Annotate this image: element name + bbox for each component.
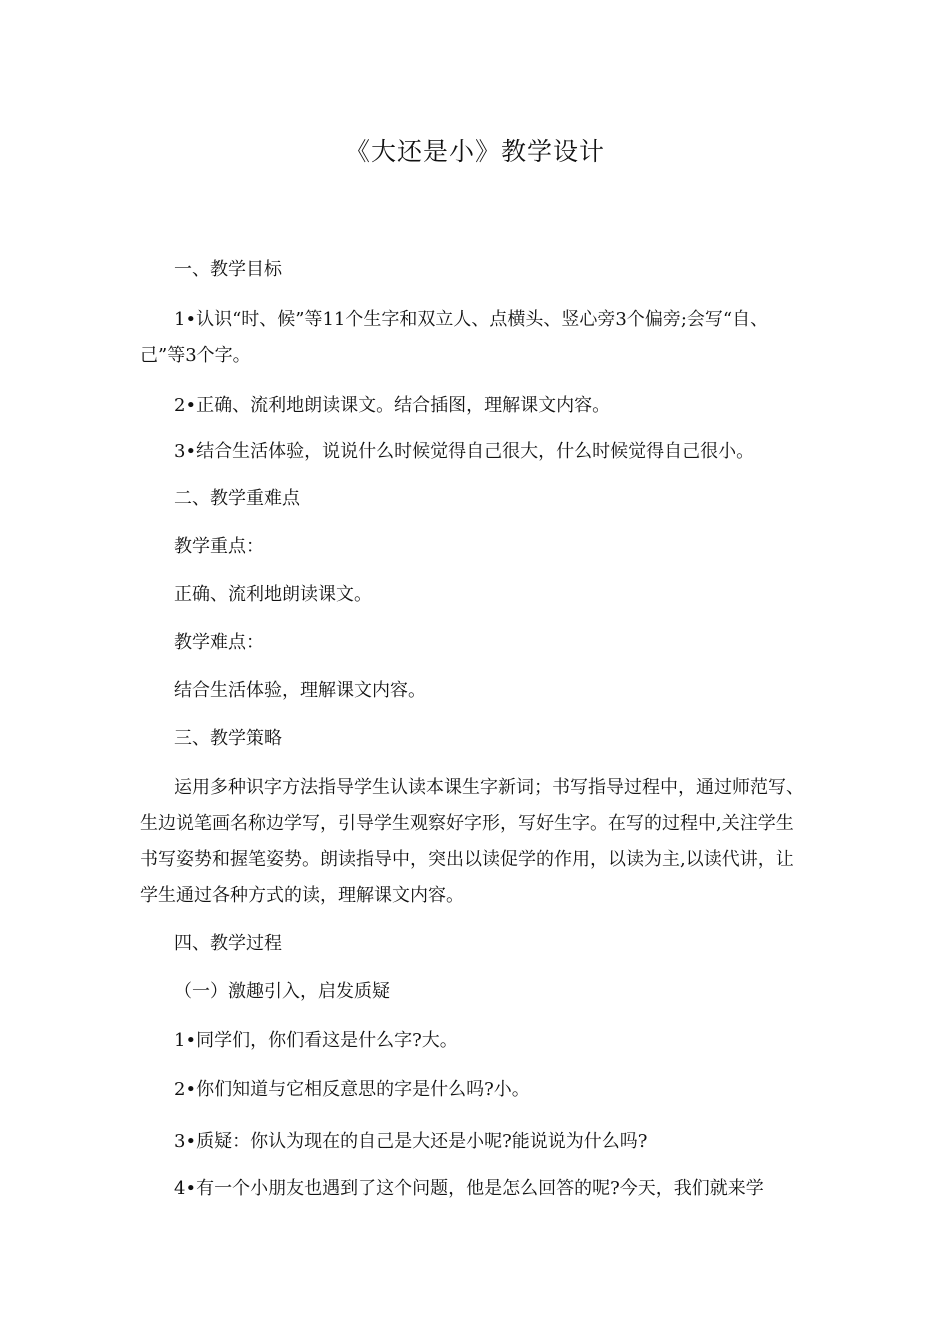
heading-teaching-process: 四、教学过程 (174, 933, 282, 954)
process-item-1: 1•同学们，你们看这是什么字?大。 (174, 1030, 458, 1051)
heading-key-difficult-points: 二、教学重难点 (174, 488, 300, 509)
key-point-text: 正确、流利地朗读课文。 (174, 584, 372, 605)
goal-2: 2•正确、流利地朗读课文。结合插图，理解课文内容。 (174, 395, 611, 416)
difficult-point-label: 教学难点： (174, 632, 264, 653)
key-point-label: 教学重点： (174, 536, 264, 557)
subheading-intro: （一）激趣引入，启发质疑 (174, 981, 390, 1002)
goal-3: 3•结合生活体验，说说什么时候觉得自己很大，什么时候觉得自己很小。 (174, 441, 755, 462)
goal-1: 1•认识“时、候”等11个生字和双立人、点横头、竖心旁3个偏旁;会写“自、己”等3个字。 (140, 309, 769, 366)
difficult-point-text: 结合生活体验，理解课文内容。 (174, 680, 426, 701)
heading-teaching-strategy: 三、教学策略 (174, 728, 282, 749)
process-item-2: 2•你们知道与它相反意思的字是什么吗?小。 (174, 1079, 530, 1100)
process-item-4: 4•有一个小朋友也遇到了这个问题，他是怎么回答的呢?今天，我们就来学 (174, 1178, 764, 1199)
heading-teaching-goals: 一、教学目标 (174, 259, 282, 280)
document-title: 《大还是小》教学设计 (344, 137, 605, 166)
strategy-paragraph: 运用多种识字方法指导学生认读本课生字新词；书写指导过程中，通过师范写、生边说笔画名称边学写，引导学生观察好字形，写好生字。在写的过程中,关注学生书写姿势和握笔姿势。朗读指导中，突出以读促学的作用，以读为主,以读代讲，让学生通过各种方式的读，理解课文内容。 (140, 777, 804, 906)
process-item-3: 3•质疑：你认为现在的自己是大还是小呢?能说说为什么吗? (174, 1131, 648, 1152)
